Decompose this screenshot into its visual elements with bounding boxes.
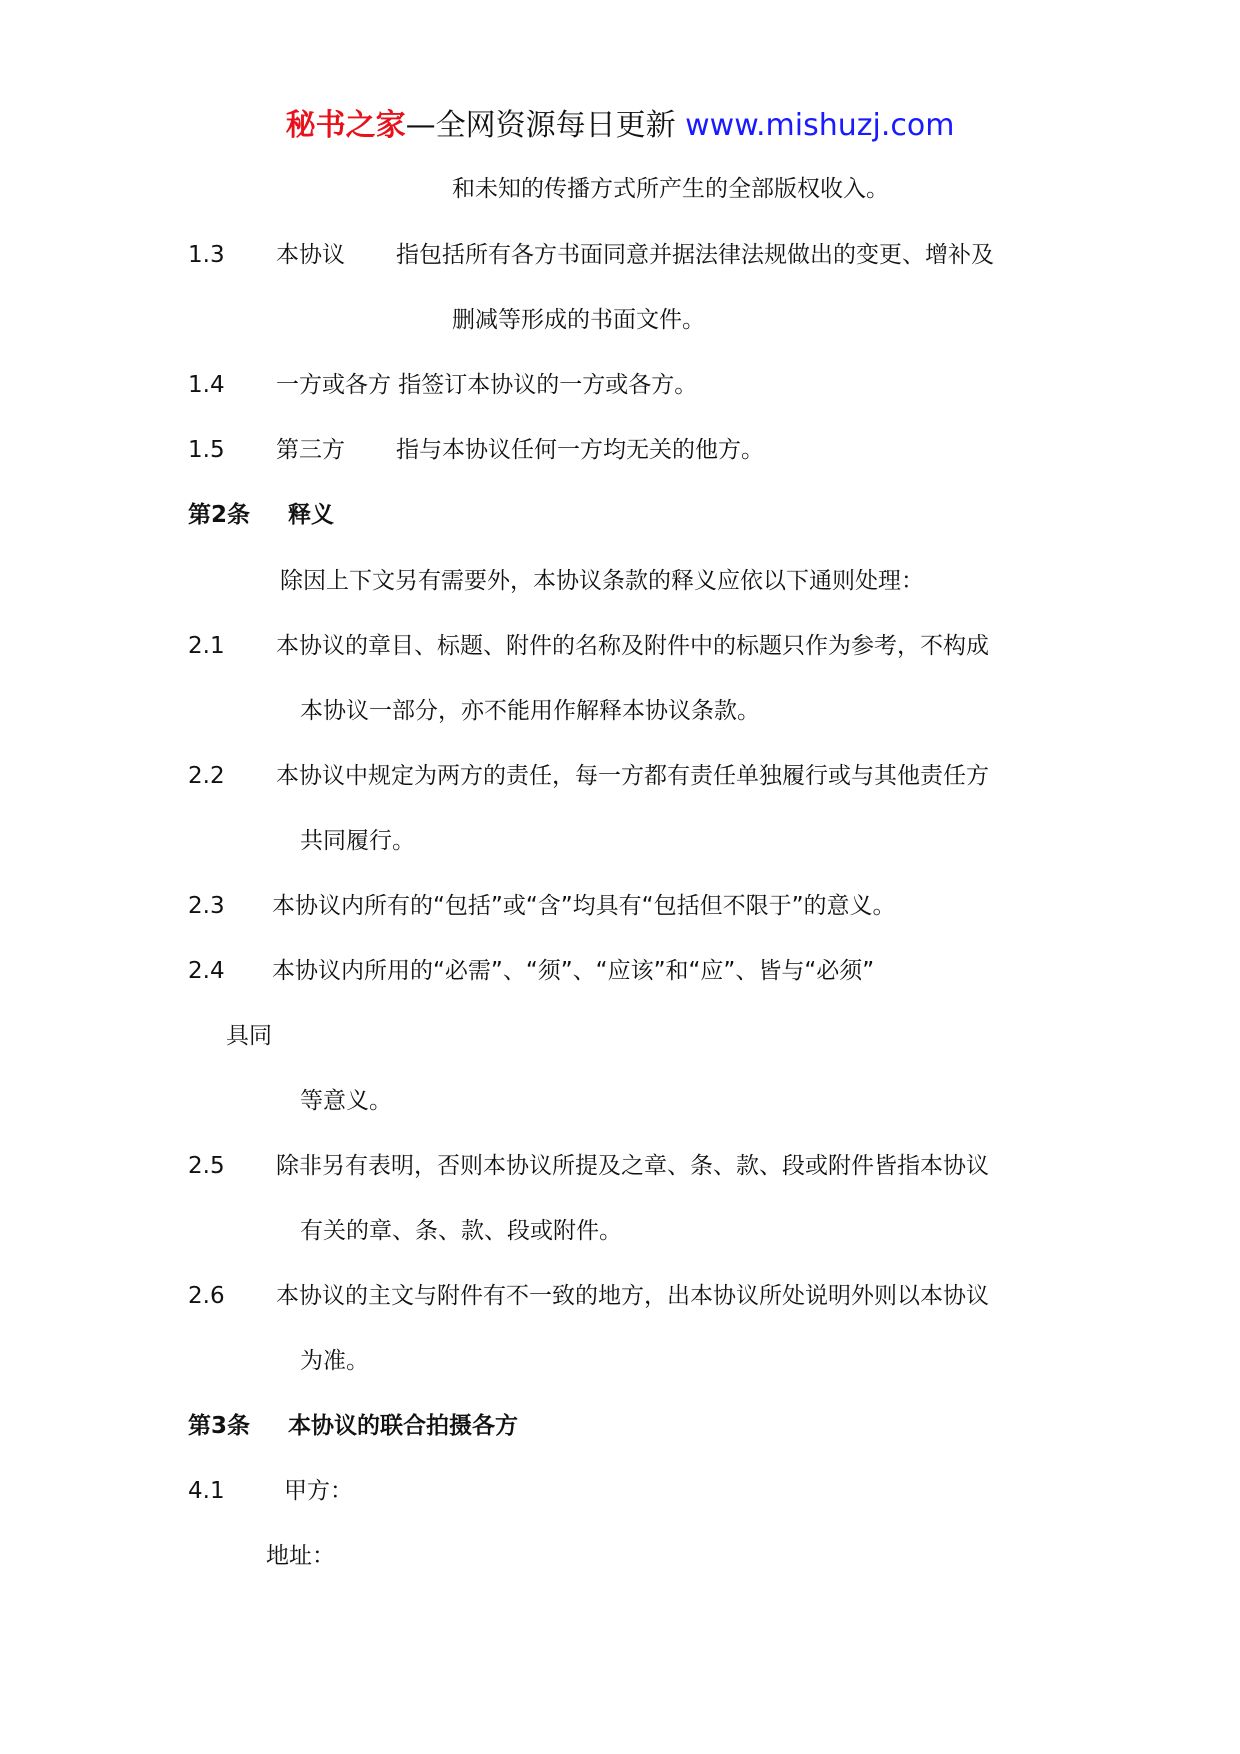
clause-definition: 指包括所有各方书面同意并据法律法规做出的变更、增补及	[396, 242, 994, 268]
address-label: 地址：	[266, 1543, 335, 1569]
clause-text: 本协议中规定为两方的责任，每一方都有责任单独履行或与其他责任方	[276, 763, 989, 789]
clause-continuation: 具同	[226, 1023, 272, 1049]
clause-text: 本协议内所有的“包括”或“含”均具有“包括但不限于”的意义。	[272, 893, 896, 919]
clause-text: 本协议内所用的“必需”、“须”、“应该”和“应”、皆与“必须”	[272, 958, 875, 984]
article-title: 释义	[288, 502, 334, 528]
header-brand: 秘书之家	[285, 108, 406, 143]
clause-continuation: 删减等形成的书面文件。	[452, 307, 705, 333]
clause-number: 1.4	[188, 372, 225, 398]
article-intro: 除因上下文另有需要外，本协议条款的释义应依以下通则处理：	[280, 568, 924, 594]
clause-text: 一方或各方 指签订本协议的一方或各方。	[276, 372, 698, 398]
clause-text: 本协议的章目、标题、附件的名称及附件中的标题只作为参考，不构成	[276, 633, 989, 659]
clause-term: 本协议	[276, 242, 345, 268]
clause-continuation: 有关的章、条、款、段或附件。	[300, 1218, 622, 1244]
clause-number: 2.6	[188, 1283, 225, 1309]
clause-number: 2.2	[188, 763, 225, 789]
continuation-line: 和未知的传播方式所产生的全部版权收入。	[452, 176, 889, 202]
clause-number: 4.1	[188, 1478, 225, 1504]
clause-definition: 指与本协议任何一方均无关的他方。	[396, 437, 764, 463]
clause-continuation: 为准。	[300, 1348, 369, 1374]
clause-number: 1.5	[188, 437, 225, 463]
clause-number: 1.3	[188, 242, 225, 268]
header-slogan: —全网资源每日更新	[405, 108, 686, 143]
party-label: 甲方：	[284, 1478, 353, 1504]
clause-text: 本协议的主文与附件有不一致的地方，出本协议所处说明外则以本协议	[276, 1283, 989, 1309]
article-number: 第3条	[188, 1413, 251, 1439]
site-header	[0, 106, 1240, 146]
clause-number: 2.1	[188, 633, 225, 659]
clause-term: 第三方	[276, 437, 345, 463]
clause-number: 2.3	[188, 893, 225, 919]
clause-text: 除非另有表明，否则本协议所提及之章、条、款、段或附件皆指本协议	[276, 1153, 989, 1179]
article-title: 本协议的联合拍摄各方	[288, 1413, 518, 1439]
article-number: 第2条	[188, 502, 251, 528]
clause-continuation: 本协议一部分，亦不能用作解释本协议条款。	[300, 698, 760, 724]
clause-number: 2.5	[188, 1153, 225, 1179]
clause-number: 2.4	[188, 958, 225, 984]
header-url-link[interactable]: www.mishuzj.com	[685, 108, 955, 143]
clause-continuation: 共同履行。	[300, 828, 415, 854]
clause-continuation: 等意义。	[300, 1088, 392, 1114]
